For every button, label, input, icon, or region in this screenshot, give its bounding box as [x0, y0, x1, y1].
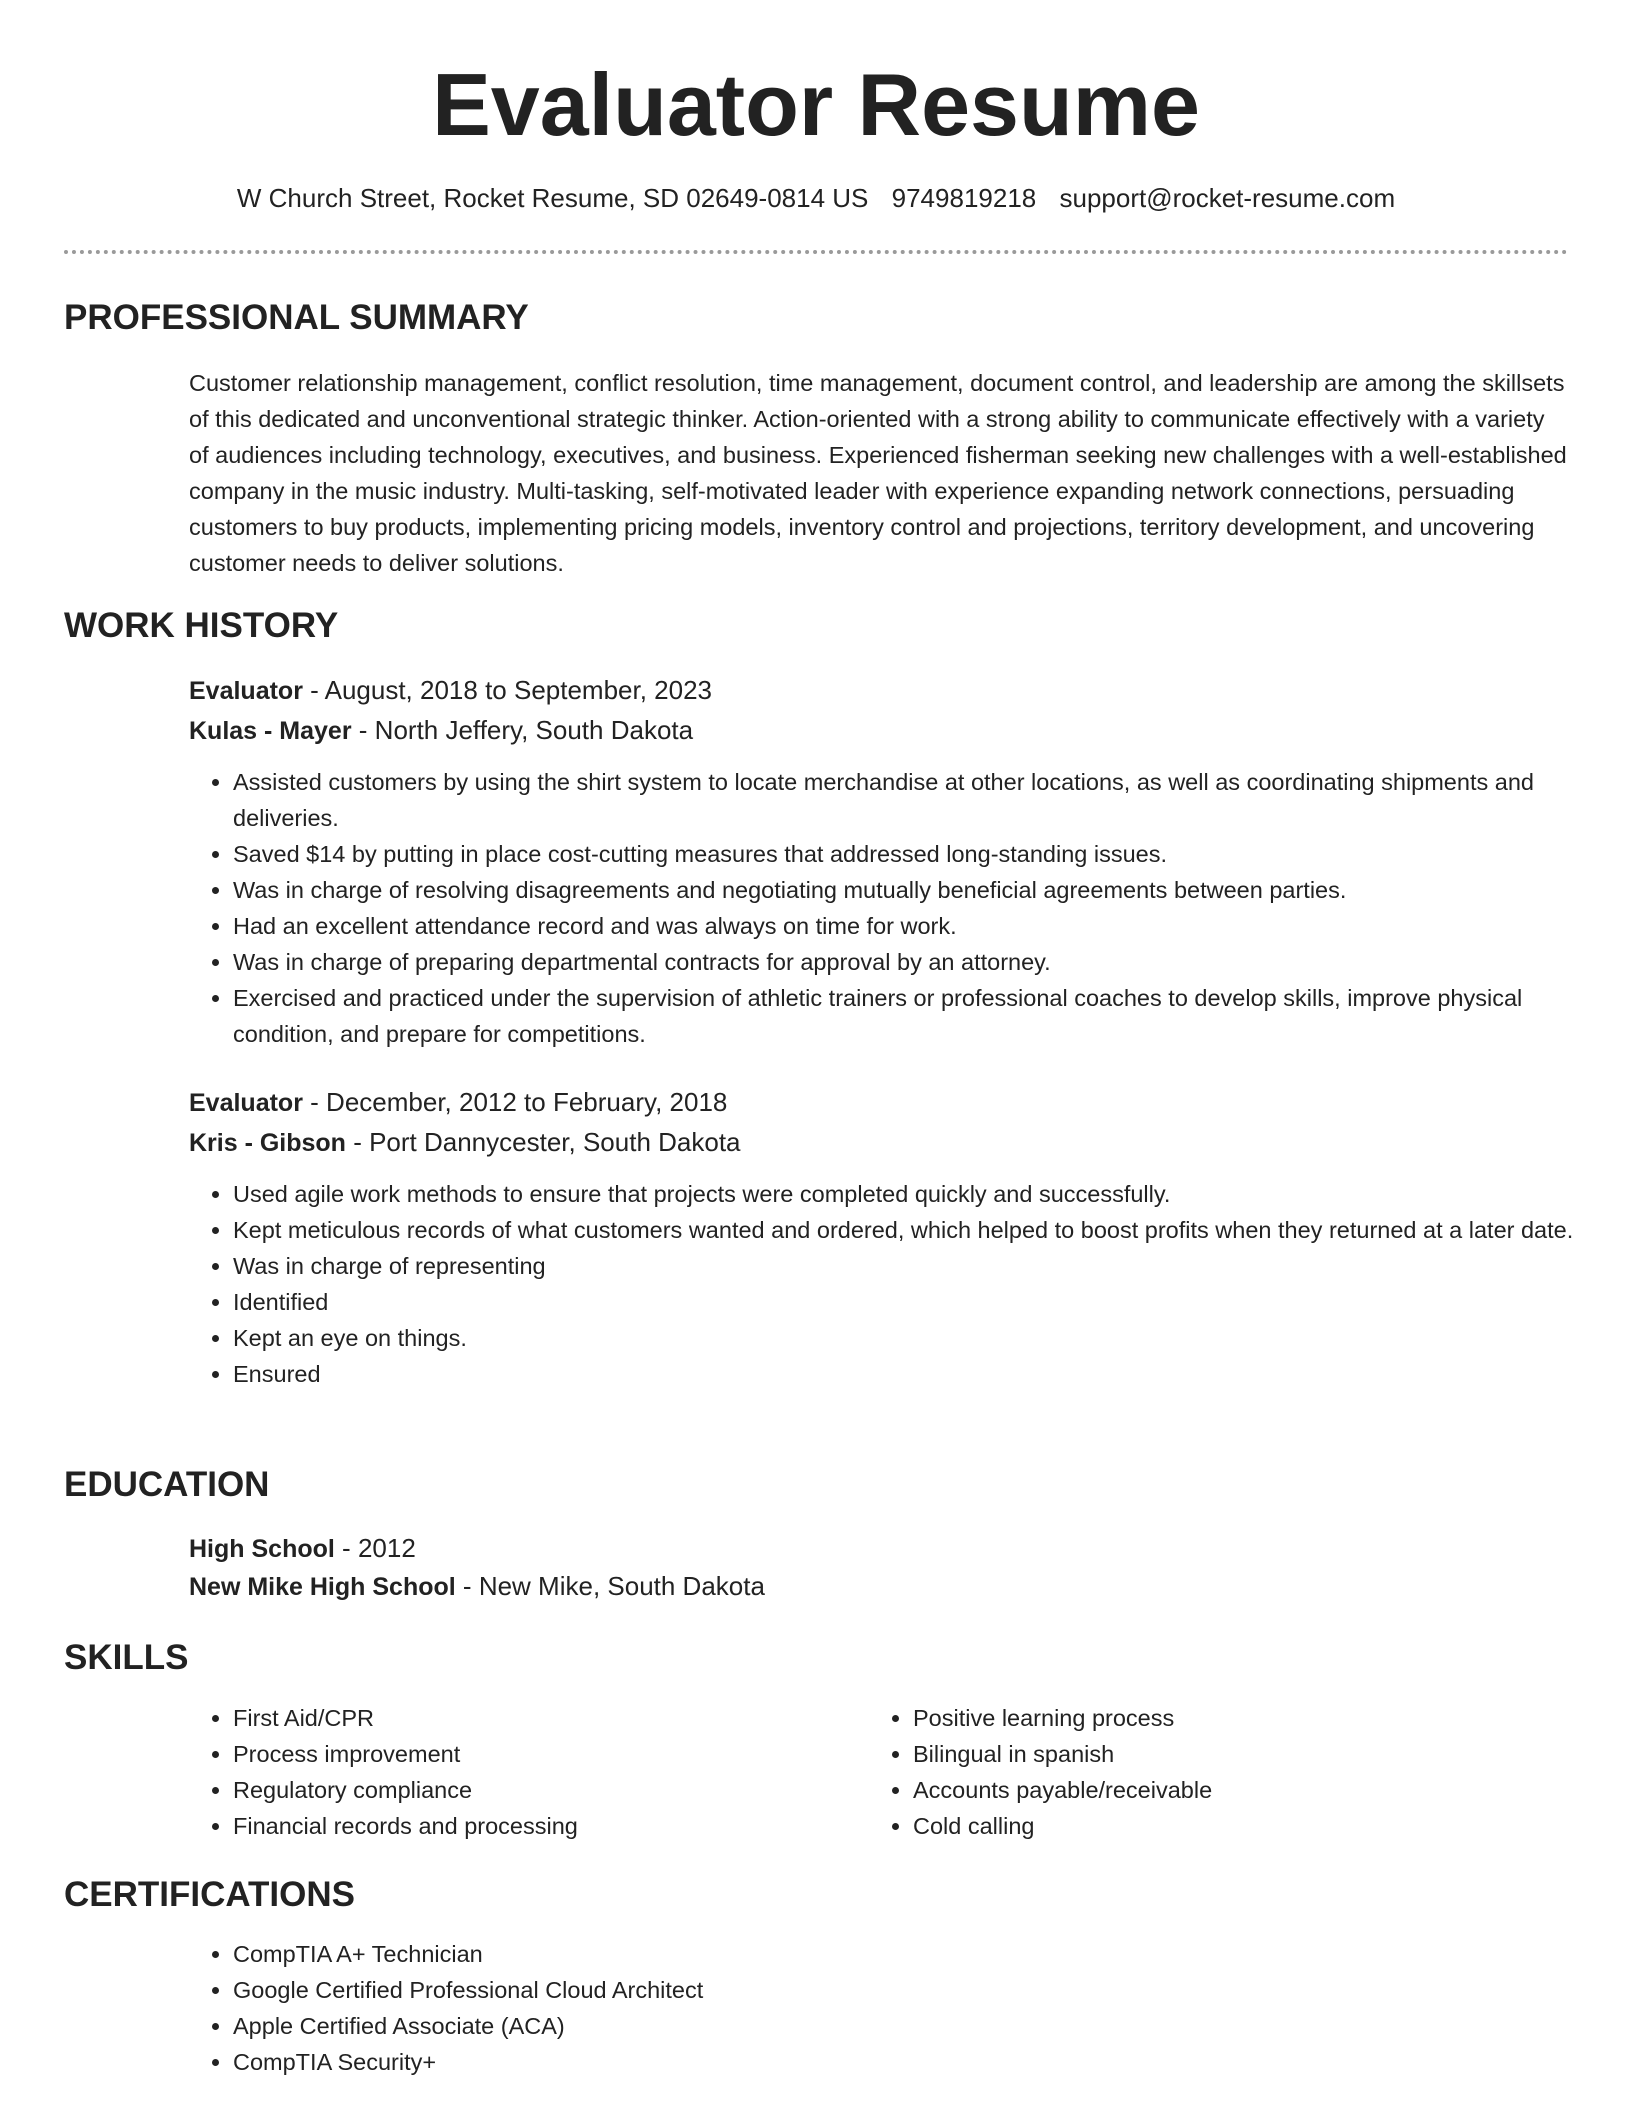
- job-1-company-line: Kulas - Mayer - North Jeffery, South Dakota: [189, 715, 694, 745]
- job-2-bullets: [189, 1176, 1613, 1392]
- skill-item: • Accounts payable/receivable: [913, 1772, 1533, 1808]
- education-degree: High School: [189, 1535, 335, 1563]
- job-2-bullet: • Ensured: [233, 1356, 1613, 1392]
- skills-list-left: [189, 1700, 853, 1844]
- job-2-role: Evaluator: [189, 1089, 303, 1117]
- resume-title: Evaluator Resume: [432, 55, 1200, 154]
- skill-item: • Regulatory compliance: [233, 1772, 853, 1808]
- section-title-certifications: CERTIFICATIONS: [64, 1875, 356, 1914]
- skills-list-right: [869, 1700, 1533, 1844]
- job-1-bullet: • Assisted customers by using the shirt system to locate merchandise at other locations, as well as coordinating shipments and deliveries.: [233, 764, 1613, 836]
- section-title-skills: SKILLS: [64, 1638, 189, 1677]
- job-1-bullet: • Exercised and practiced under the supervision of athletic trainers or professional coaches to develop skills, improve physical condition, and prepare for competitions.: [233, 980, 1613, 1052]
- certification-item: • CompTIA A+ Technician: [233, 1936, 1613, 1972]
- education-year: 2012: [357, 1533, 416, 1563]
- section-title-work: WORK HISTORY: [64, 606, 339, 645]
- job-2-bullet: • Kept meticulous records of what customers wanted and ordered, which helped to boost profits when they returned at a later date.: [233, 1212, 1613, 1248]
- skill-item: • Positive learning process: [913, 1700, 1533, 1736]
- job-2-bullet: • Used agile work methods to ensure that projects were completed quickly and successfully.: [233, 1176, 1613, 1212]
- skill-item: • Financial records and processing: [233, 1808, 853, 1844]
- education-school: New Mike High School: [189, 1573, 456, 1601]
- education-degree-line: High School - 2012: [189, 1533, 416, 1563]
- job-1-bullets: [189, 764, 1613, 1052]
- education-school-line: New Mike High School - New Mike, South Dakota: [189, 1571, 765, 1601]
- job-2-bullet: • Was in charge of representing: [233, 1248, 1613, 1284]
- contact-phone: 9749819218: [891, 183, 1037, 213]
- certifications-list: [189, 1936, 1613, 2080]
- job-2-company: Kris - Gibson: [189, 1129, 346, 1157]
- job-2-bullet: • Identified: [233, 1284, 1613, 1320]
- job-1-company: Kulas - Mayer: [189, 717, 352, 745]
- skill-item: • Bilingual in spanish: [913, 1736, 1533, 1772]
- contact-line: [0, 178, 1632, 218]
- certification-item: • CompTIA Security+: [233, 2044, 1613, 2080]
- job-1-bullet: • Had an excellent attendance record and was always on time for work.: [233, 908, 1613, 944]
- job-2-bullet: • Kept an eye on things.: [233, 1320, 1613, 1356]
- section-title-summary: PROFESSIONAL SUMMARY: [64, 298, 529, 337]
- job-2-dates: December, 2012 to February, 2018: [326, 1087, 728, 1117]
- contact-address: W Church Street, Rocket Resume, SD 02649-0814 US: [236, 183, 869, 213]
- job-1-dates: August, 2018 to September, 2023: [324, 675, 713, 705]
- education-location: New Mike, South Dakota: [478, 1571, 765, 1601]
- job-1-role: Evaluator: [189, 677, 303, 705]
- job-2-company-line: Kris - Gibson - Port Dannycester, South Dakota: [189, 1127, 741, 1157]
- job-1-bullet: • Was in charge of preparing departmental contracts for approval by an attorney.: [233, 944, 1613, 980]
- job-1-location: North Jeffery, South Dakota: [374, 715, 694, 745]
- skill-item: • Cold calling: [913, 1808, 1533, 1844]
- section-title-education: EDUCATION: [64, 1465, 270, 1504]
- skill-item: • Process improvement: [233, 1736, 853, 1772]
- summary-text: Customer relationship management, conflict resolution, time management, document control, and leadership are among the skillsets of this dedicated and unconventional strategic thinker. Action-oriented with a strong ability to communicate effectively with a variety of audiences including technology, executives, and business. Experienced fisherman seeking new challenges with a well-established company in the music industry. Multi-tasking, self-motivated leader with experience expanding network connections, persuading customers to buy products, implementing pricing models, inventory control and projections, territory development, and uncovering customer needs to deliver solutions.: [189, 370, 1567, 576]
- certification-item: • Google Certified Professional Cloud Architect: [233, 1972, 1613, 2008]
- job-2-title-line: Evaluator - December, 2012 to February, 2018: [189, 1087, 728, 1117]
- job-1-bullet: • Saved $14 by putting in place cost-cutting measures that addressed long-standing issues.: [233, 836, 1613, 872]
- job-2-location: Port Dannycester, South Dakota: [369, 1127, 741, 1157]
- certification-item: • Apple Certified Associate (ACA): [233, 2008, 1613, 2044]
- header-divider: [64, 250, 1568, 254]
- contact-email: support@rocket-resume.com: [1059, 183, 1396, 213]
- job-1-title-line: Evaluator - August, 2018 to September, 2023: [189, 675, 713, 705]
- job-1-bullet: • Was in charge of resolving disagreements and negotiating mutually beneficial agreements between parties.: [233, 872, 1613, 908]
- skill-item: • First Aid/CPR: [233, 1700, 853, 1736]
